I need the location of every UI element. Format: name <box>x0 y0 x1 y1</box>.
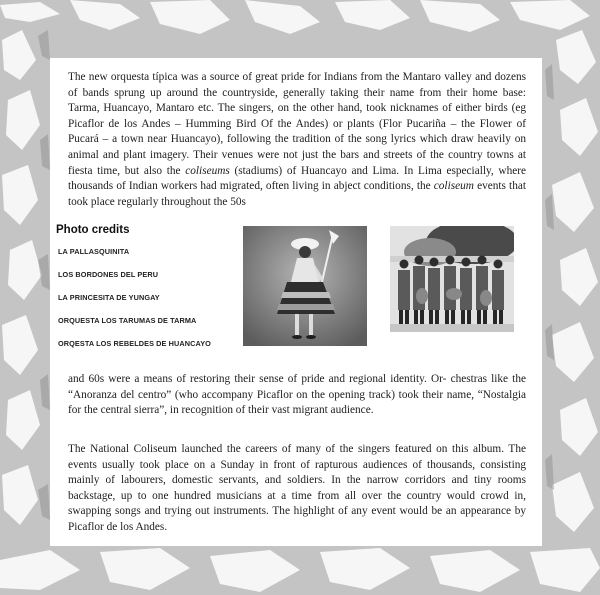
p1-line-8a: towns at fiesta time, but also the <box>68 148 527 177</box>
orchestra-photo <box>390 226 514 332</box>
article-paragraph-2 <box>68 372 526 419</box>
p1-line-7: and plant imagery. Their venues were not just the bars and streets of the country <box>102 148 483 161</box>
p1-line-8-coliseums: coliseums <box>185 164 230 177</box>
p1-line-1: The new orquesta típica was a source of great pride for Indians from the Mantaro <box>68 71 441 83</box>
text-panel <box>50 58 542 546</box>
p3-line-1: The National Coliseum launched the careers of many of the singers featured on this <box>68 443 469 455</box>
p1-line-9: Lima especially, where thousands of Indian workers had migrated, often living in <box>68 164 527 193</box>
credit-item: ORQESTA LOS REBELDES DE HUANCAYO <box>58 339 211 348</box>
dancer-photo <box>243 226 367 346</box>
article-paragraph-3 <box>68 442 526 536</box>
p2-line-2: chestras like the “Anoranza del centro” (who accompany Picaflor on the opening <box>68 373 526 401</box>
photo-credits-title: Photo credits <box>56 224 130 236</box>
p1-line-5: Bird Of the Andes) or plants (Flor Pucariña – the Flower of Pucará – a town near <box>68 117 526 146</box>
p1-line-10b: events that took place regularly throughout the 50s <box>68 180 527 208</box>
p1-line-6: Huancayo), following the tradition of the song lyrics which draw heavily on animal <box>68 133 527 161</box>
p1-line-3: name from their home base: Tarma, Huancayo, Mantaro etc. The singers, on the <box>68 86 527 115</box>
p3-line-5: from all over the country would crowd in, swapping songs and trying out instruments. <box>68 489 526 518</box>
p1-line-10-coliseum: coliseum <box>433 180 474 193</box>
p1-line-8b: (stadiums) of Huancayo and Lima. In <box>229 164 414 177</box>
p3-line-4: narrow corridors and tiny rooms backstage, up to one hundred musicians at a time <box>68 474 526 502</box>
p1-line-2: valley and dozens of bands sprung up around the countryside, generally taking their <box>68 71 526 99</box>
p3-line-3: of thousands, consisting mainly of labourers, domestic servants, and soldiers. In the <box>68 458 527 487</box>
p1-line-10a: abject conditions, the <box>333 180 434 193</box>
credit-item: LA PRINCESITA DE YUNGAY <box>58 293 160 302</box>
credit-item: ORQUESTA LOS TARUMAS DE TARMA <box>58 316 197 325</box>
credit-item: LOS BORDONES DEL PERU <box>58 270 159 279</box>
p2-line-3: track) took their name, “Nostalgia for the central sierra”, in recognition of their <box>68 388 527 417</box>
p3-line-2: album. The events usually took place on a Sunday in front of rapturous audiences <box>68 443 526 471</box>
p2-line-4: vast migrant audience. <box>271 404 374 417</box>
article-paragraph-1 <box>68 70 526 210</box>
p2-line-1: and 60s were a means of restoring their sense of pride and regional identity. Or- <box>68 373 447 385</box>
credit-item: LA PALLASQUINITA <box>58 247 130 256</box>
p1-line-4: other hand, took nicknames of either birds (eg Picaflor de los Andes – Humming <box>68 102 526 130</box>
p3-line-6: The highlight of any event would be an appearance by Picaflor de los Andes. <box>68 505 526 533</box>
photo-credits <box>56 224 246 348</box>
